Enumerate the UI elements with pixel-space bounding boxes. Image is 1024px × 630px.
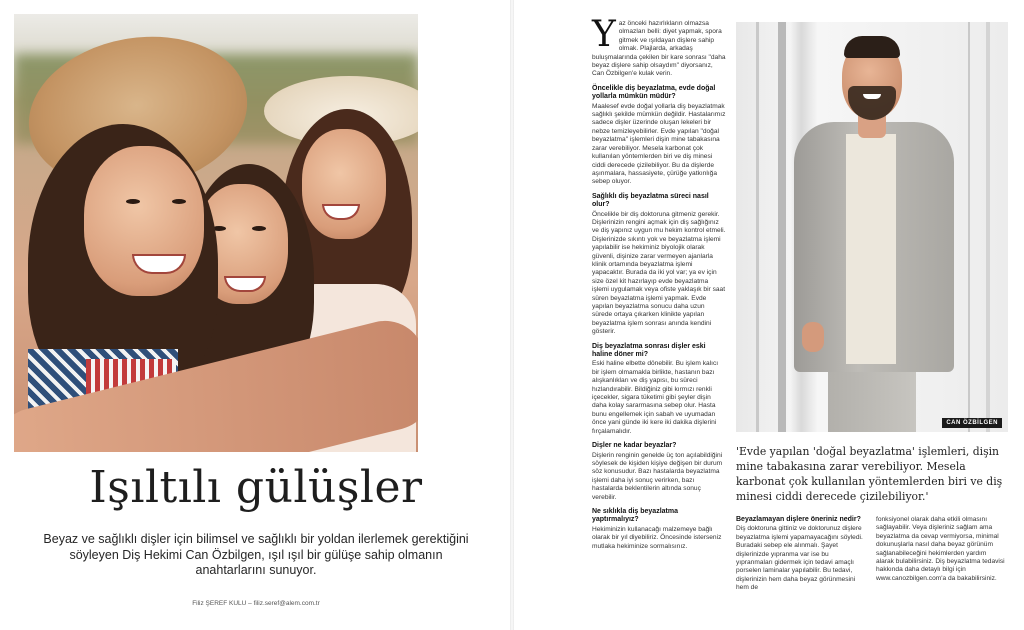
question-heading: Dişler ne kadar beyazlar? (592, 442, 677, 450)
man-beard (848, 86, 896, 120)
intro-paragraph: Yaz önceki hazırlıkların olmazsa olmazları belli: diyet yapmak, spora gitmek ve ışıldayan dişlere sahip olmak. Plajlarda, arkadaş buluşmalarında çekilen bir kare sonrası "daha beyaz dişlere sahip olsaydım" diyorsanız, Can Özbilgen'e kulak verin. (592, 14, 726, 78)
text-column-3 (876, 516, 1006, 588)
answer-paragraph: Diş doktoruna gittiniz ve doktorunuz dişlere beyazlatma işlemi yapamayacağını söyledi. Buradaki sebep ele alınmalı. Şayet dişlerinizde yıpranma var ise bu yıpranmaları gidermek için tedavi amaçlı porselen laminalar yapılabilir. Bu tedavi, dişlerinizin hem daha beyaz görünmesini hem de (736, 525, 863, 592)
answer-paragraph: Öncelikle bir diş doktoruna gitmeniz gerekir. Dişlerinizin rengini açmak için diş sağlığınız ve diş yapınız uygun mu hekim kontrol etmeli. Dişlerinizde sıkıntı yok ve beyazlatma işlemi yapılabilir ise hekiminiz biyolojik olarak güvenli, dişinize zarar vermeyen ajanlarla klinik ortamında beyazlatma işlemi yapacaktır. Burada da iki yol var; ya ev için size özel kit hazırlayıp evde beyazlatma işlemi uygulamak veya ofiste yaklaşık bir saat süren beyazlatma işlemi yapmak. Evde yapılan beyazlatma sonucu daha uzun sürede ortaya çıkarken klinikte yapılan beyazlatma işlem sonrası anında kendini gösterir. (592, 210, 726, 336)
man-hair (844, 36, 900, 58)
question-heading: Diş beyazlatma sonrası dişler eski haline döner mi? (592, 342, 706, 359)
question-heading: Öncelikle diş beyazlatma, evde doğal yollarla mümkün müdür? (592, 84, 716, 101)
drop-cap: Y (592, 14, 616, 55)
answer-paragraph: Eski haline elbette dönebilir. Bu işlem kalıcı bir işlem olmamakla birlikte, hastanın bazı alışkanlıkları ve diş yapısı, bu süreci hızlandırabilir. Bildiğiniz gibi kırmızı renkli içecekler, sigara tüketimi gibi şeyler dişin daha kolay sararmasına sebep olur. Hasta bunu engellemek için sabah ve uyumadan önce yani günde iki kere iki dakika dişlerini fırçalamalıdır. (592, 360, 719, 435)
answer-paragraph: Maalesef evde doğal yollarla diş beyazlatmak sağlıklı şekilde mümkün değildir. Hastalarımız sadece dişler üzerinde oluşan lekeleri bir nebze temizleyebilirler. Evde yapılan "doğal beyazlatma" işlemleri dişin mine tabakasına zarar verebiliyor. Mesela karbonat çok kullanılan yöntemlerden biri ve diş minesi ciddi derecede çizilebiliyor. Bu da dişlerde aşınmalara, hassasiyete, çürüğe yatkınlığa sebep oluyor. (592, 102, 726, 186)
pull-quote: 'Evde yapılan 'doğal beyazlatma' işlemleri, dişin mine tabakasına zarar verebiliyor. Mesela karbonat çok kullanılan yöntemlerden biri ve diş minesi ciddi derecede çizilebiliyor.' (736, 445, 1003, 503)
answer-paragraph-continued: fonksiyonel olarak daha etkili olmasını sağlayabilir. Veya dişleriniz sağlam ama beyazlatma da cevap vermiyorsa, minimal dokunuşlarla nasıl daha beyaz görünüm sağlanabileceğini hekimlerden yardım alarak bulabilirsiniz. Diş beyazlatma tedavisi hakkında daha detaylı bilgi için www.canozbilgen.com'a da bakabilirsiniz. (876, 516, 1005, 582)
man-smile (863, 94, 881, 99)
question-heading: Ne sıklıkla diş beyazlatma yaptırmalıyız? (592, 507, 678, 524)
hero-photo-friends-selfie (14, 14, 418, 452)
article-title: Işıltılı gülüşler (89, 462, 423, 513)
article-lead: Beyaz ve sağlıklı dişler için bilimsel ve sağlıklı bir yoldan ilerlemek gerektiğini söyleyen Diş Hekimi Can Özbilgen, ışıl ışıl bir gülüşe sahip olmanın anahtarlarını sunuyor. (43, 532, 469, 577)
portrait-photo-can-ozbilgen (736, 22, 1008, 432)
question-heading: Beyazlamayan dişlere öneriniz nedir? (736, 516, 861, 523)
man-hand (802, 322, 824, 352)
page-gutter (510, 0, 514, 630)
text-column-1 (592, 14, 726, 556)
byline: Filiz ŞEREF KULU – filiz.seref@alem.com.tr (192, 600, 320, 607)
answer-paragraph: Hekiminizin kullanacağı malzemeye bağlı olarak bir yıl diyebiliriz. Öncesinde isterseniz mutlaka hekiminize sormalısınız. (592, 525, 722, 550)
man-shirt (846, 134, 896, 364)
text-column-2 (736, 516, 864, 598)
question-heading: Sağlıklı diş beyazlatma süreci nasıl olur? (592, 192, 709, 209)
answer-paragraph: Dişlerin renginin genelde üç ton açılabildiğini söylesek de kişiden kişiye değişen bir durum söz konusudur. Bazı hastalarda beyazlatma işlemi daha iyi sonuç verirken, bazı hastalarda beklentilerin altında sonuç verebilir. (592, 451, 723, 501)
photo-caption-label: CAN ÖZBİLGEN (942, 418, 1002, 428)
